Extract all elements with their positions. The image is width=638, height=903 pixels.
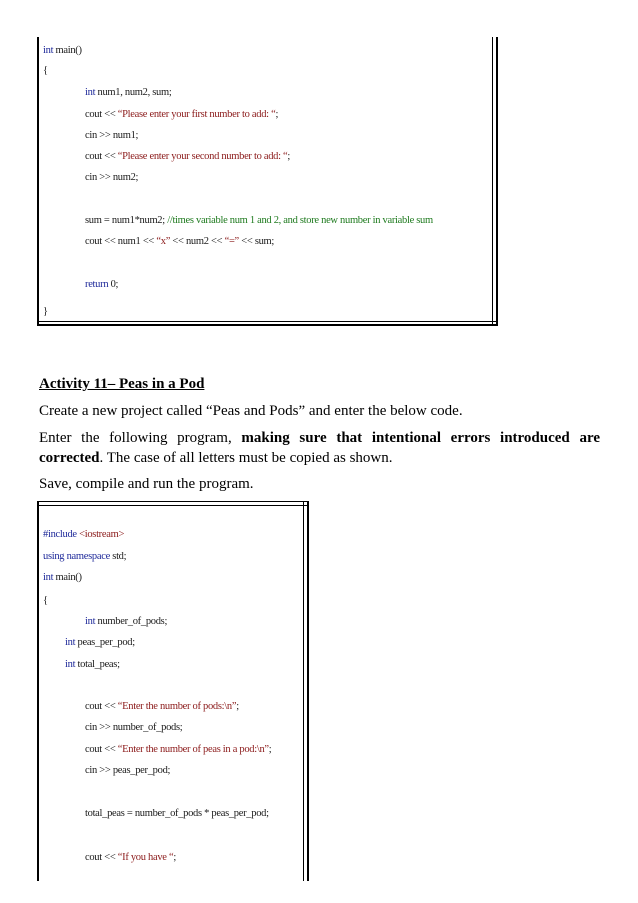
code-border-top-inner xyxy=(39,505,309,506)
code-line xyxy=(85,765,170,776)
code-token: cin >> number_of_pods; xyxy=(85,722,183,733)
code-line xyxy=(85,109,278,120)
code-token: cin >> num2; xyxy=(85,172,139,183)
code-token: int xyxy=(65,659,76,670)
code-token: “If you have “ xyxy=(117,852,174,863)
code-line xyxy=(43,45,82,56)
code-line xyxy=(85,722,182,733)
code-token: namespace xyxy=(66,551,110,562)
code-token: int xyxy=(43,45,54,56)
code-token: cout << num1 << xyxy=(85,236,157,247)
instruction-text-a: Enter the following program, xyxy=(39,430,242,446)
code-token: #include xyxy=(43,529,77,540)
code-token: <iostream> xyxy=(76,529,125,540)
code-line xyxy=(85,744,271,755)
code-line xyxy=(85,279,118,290)
instruction-text-bold: making sure that intentional errors introduced are corrected xyxy=(39,430,600,466)
code-token: cout << xyxy=(85,852,118,863)
code-token: cout << xyxy=(85,109,118,120)
code-line xyxy=(65,637,135,648)
activity-instruction-1: Create a new project called “Peas and Pods” and enter the below code. xyxy=(39,403,463,419)
code-block-sum xyxy=(37,37,498,326)
code-border-right xyxy=(496,37,498,326)
code-token: std; xyxy=(109,551,127,562)
activity-heading: Activity 11– Peas in a Pod xyxy=(39,376,205,392)
code-line xyxy=(65,659,120,670)
code-token: cin >> peas_per_pod; xyxy=(85,765,171,776)
code-line xyxy=(85,130,138,141)
code-line xyxy=(85,808,269,819)
instruction-text-b: . The case of all letters must be copied as shown. xyxy=(99,450,393,466)
code-token: int xyxy=(43,572,54,583)
activity-instruction-3: Save, compile and run the program. xyxy=(39,476,254,492)
code-token: “=” xyxy=(224,236,239,247)
code-line xyxy=(43,572,82,583)
code-token: int xyxy=(65,637,76,648)
code-block-peas xyxy=(37,501,309,881)
code-token: ; xyxy=(173,852,176,863)
code-border-right-inner xyxy=(303,501,304,881)
code-line xyxy=(85,87,171,98)
code-token: ; xyxy=(236,701,239,712)
code-line xyxy=(43,306,48,317)
code-border-right xyxy=(307,501,309,881)
code-token: sum = num1*num2; xyxy=(85,215,168,226)
code-line xyxy=(85,852,176,863)
code-token: cout << xyxy=(85,701,118,712)
code-token: << num2 << xyxy=(170,236,225,247)
code-token: cin >> num1; xyxy=(85,130,139,141)
code-token: main() xyxy=(53,572,82,583)
code-line xyxy=(85,151,290,162)
code-line xyxy=(43,595,48,606)
code-token: { xyxy=(43,65,48,76)
code-token: int xyxy=(85,616,96,627)
code-border-bottom-inner xyxy=(39,321,498,322)
code-line xyxy=(43,551,126,562)
code-token: number_of_pods; xyxy=(95,616,168,627)
code-line xyxy=(85,172,138,183)
code-token: 0; xyxy=(108,279,119,290)
code-line xyxy=(85,236,274,247)
code-token: peas_per_pod; xyxy=(75,637,135,648)
code-token: “x” xyxy=(156,236,171,247)
activity-instruction-2 xyxy=(39,428,600,468)
code-line xyxy=(43,65,48,76)
code-token: using xyxy=(43,551,65,562)
code-token: int xyxy=(85,87,96,98)
code-token: { xyxy=(43,595,48,606)
code-token: “Enter the number of peas in a pod:\n” xyxy=(117,744,269,755)
code-token: cout << xyxy=(85,151,118,162)
code-token: total_peas; xyxy=(75,659,120,670)
code-token: cout << xyxy=(85,744,118,755)
code-token: ; xyxy=(275,109,279,120)
code-border-right-inner xyxy=(492,37,493,326)
code-token: total_peas = number_of_pods * peas_per_pod; xyxy=(85,808,269,819)
code-token: “Enter the number of pods:\n” xyxy=(117,701,237,712)
code-border-bottom xyxy=(39,324,498,326)
code-token: num1, num2, sum; xyxy=(95,87,172,98)
code-token: main() xyxy=(53,45,82,56)
code-token: //times variable num 1 and 2, and store new number in variable sum xyxy=(167,215,433,226)
code-token: << sum; xyxy=(238,236,275,247)
code-token: return xyxy=(85,279,109,290)
code-line xyxy=(43,529,124,540)
code-token: } xyxy=(43,306,48,317)
code-token: “Please enter your second number to add: “ xyxy=(117,151,288,162)
code-border-top xyxy=(39,501,309,502)
code-token: ; xyxy=(287,151,291,162)
code-line xyxy=(85,616,167,627)
code-line xyxy=(85,215,433,226)
code-token: “Please enter your first number to add: “ xyxy=(117,109,276,120)
code-line xyxy=(85,701,239,712)
code-token: ; xyxy=(268,744,272,755)
